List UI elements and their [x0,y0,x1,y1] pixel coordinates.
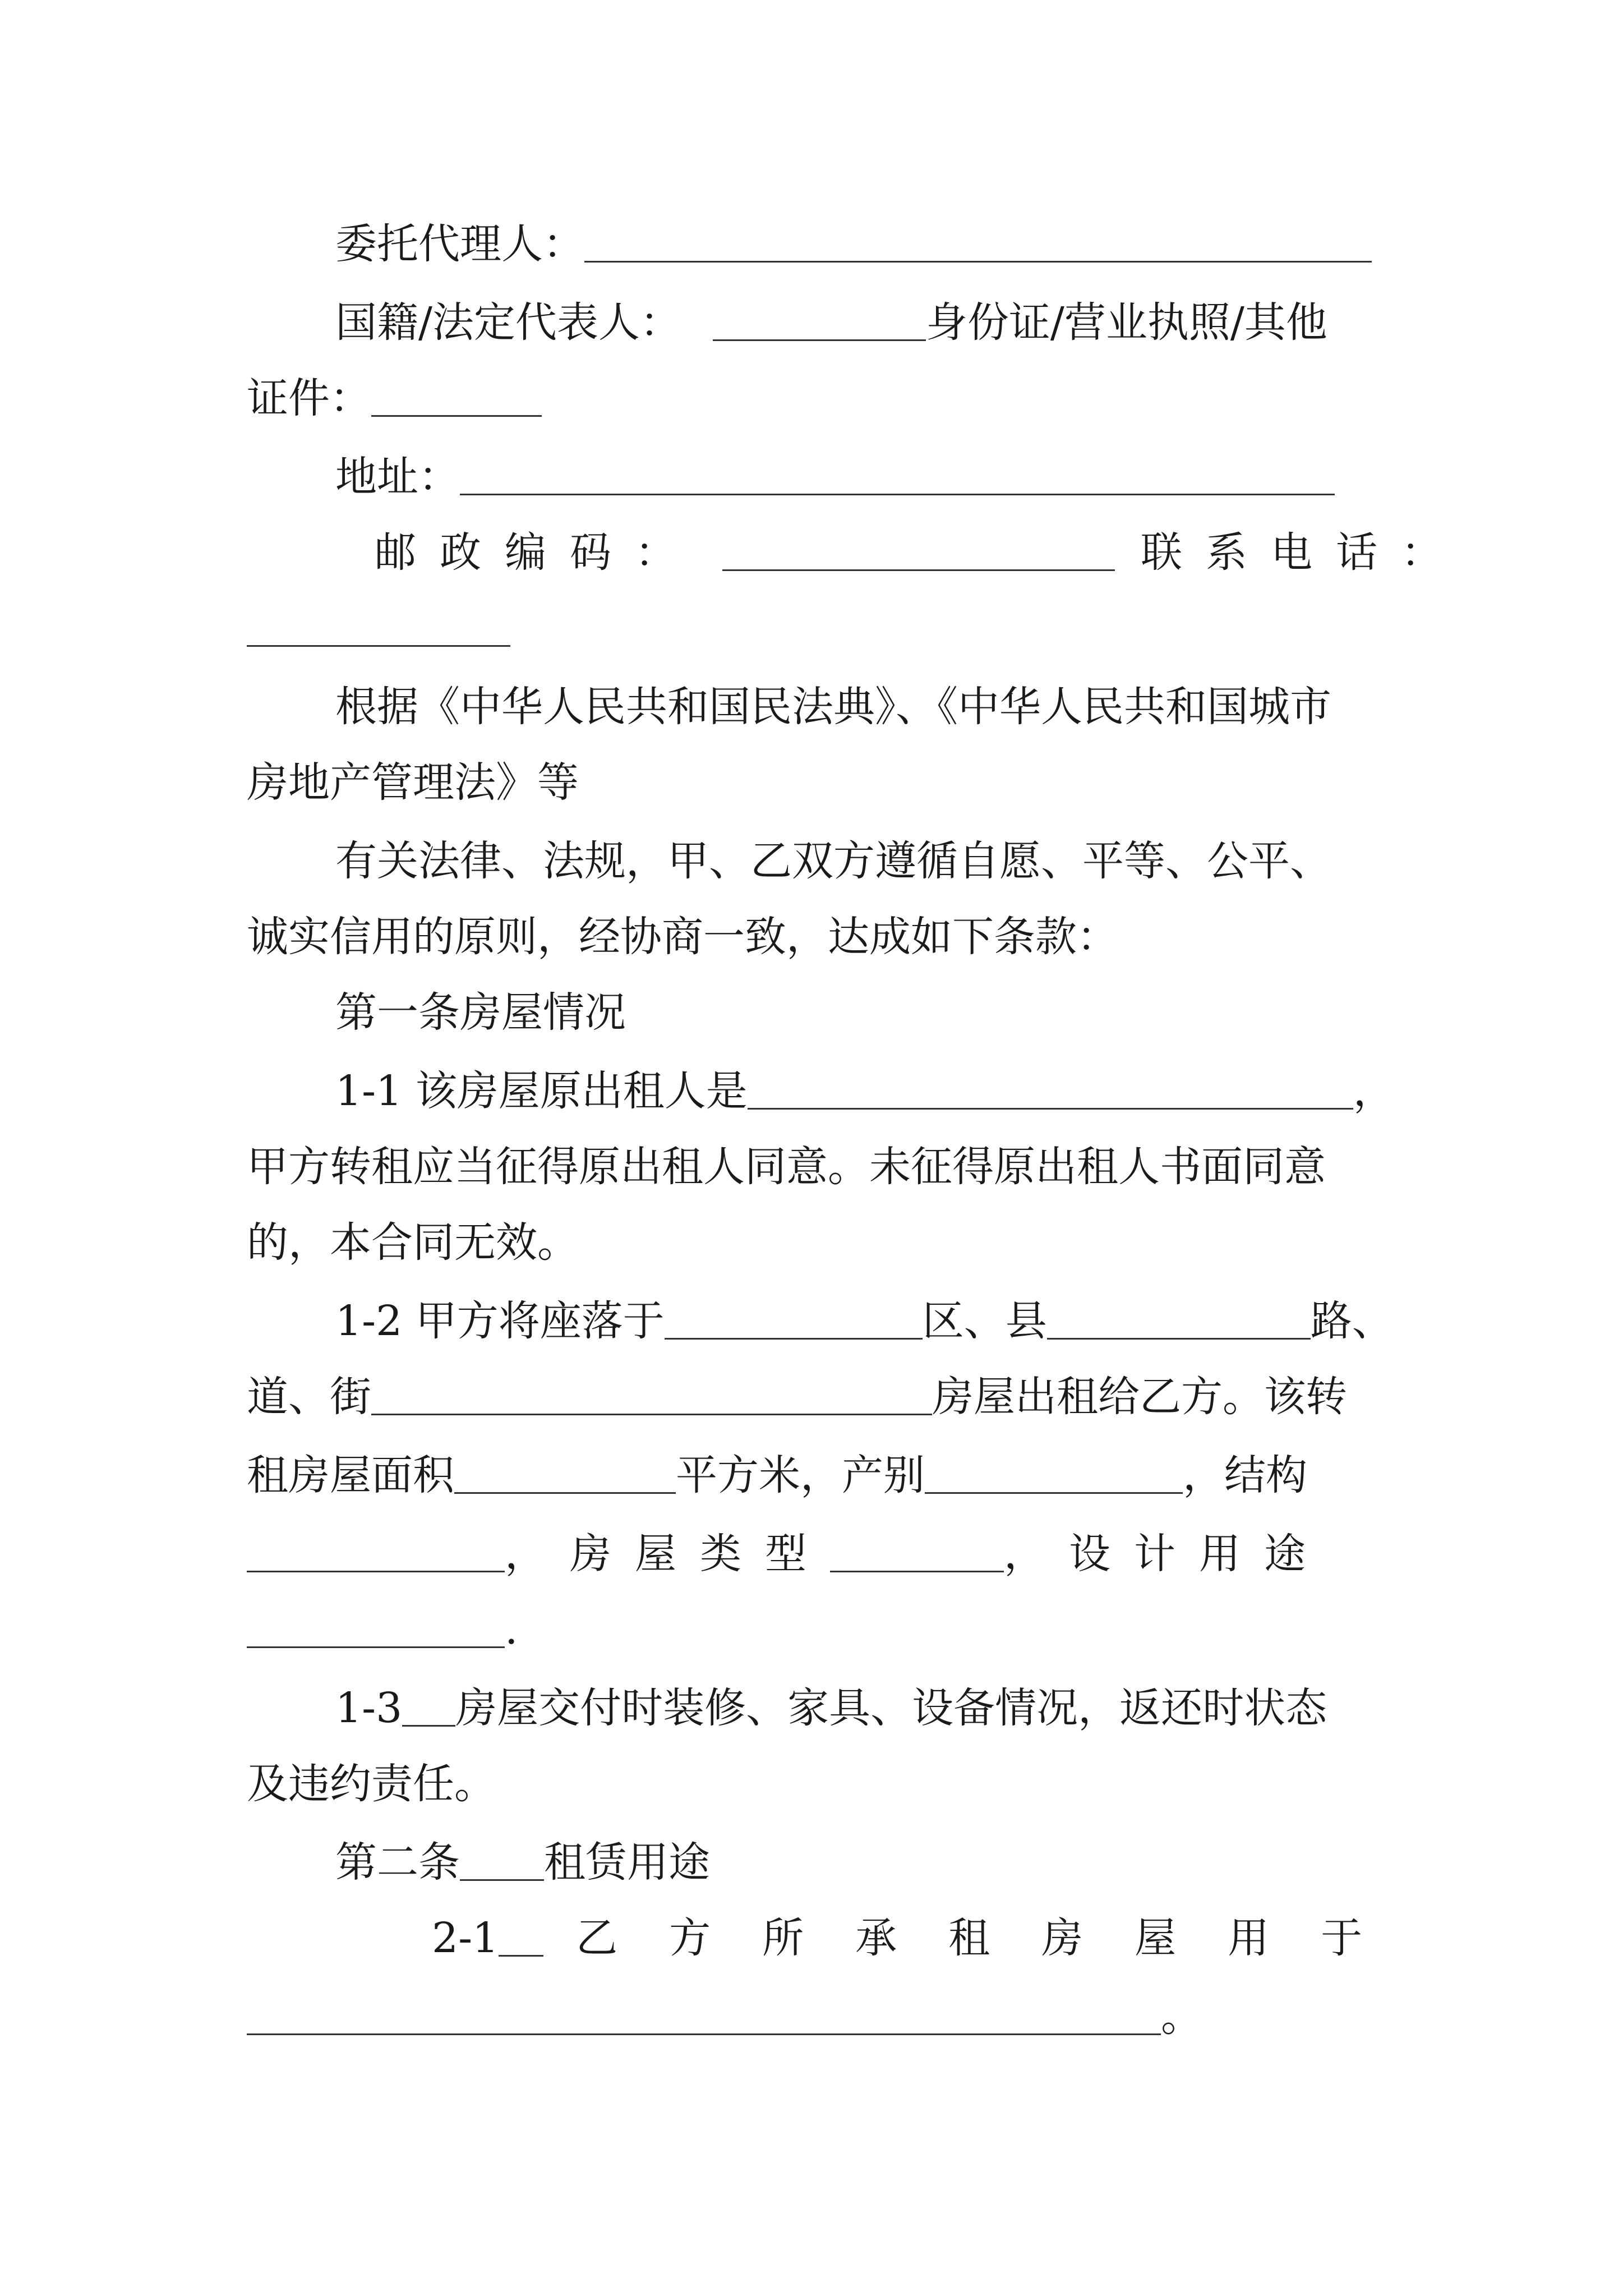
clause-2-1-line [432,1910,1414,1966]
area-blank[interactable] [454,1447,676,1494]
rent-to-label: 房屋出租给乙方。该转 [932,1373,1347,1421]
street-label: 道、街 [247,1373,371,1421]
nationality-label: 国籍/法定代表人： [335,298,681,347]
address-line [335,449,1335,505]
agent-blank[interactable] [584,216,1372,263]
structure-label: ，结构 [1183,1451,1307,1499]
area-label: 租房屋面积 [247,1451,454,1499]
basis-line-2: 房地产管理法》等 [247,758,579,807]
road-blank[interactable] [1047,1293,1311,1340]
postcode-blank[interactable] [722,524,1115,571]
original-lessor-blank[interactable] [748,1063,1353,1110]
clause-2-1-label: 2-1 [432,1914,499,1962]
sqm-label: 平方米，产别 [676,1451,925,1499]
clause-1-3-line [335,1680,1327,1736]
house-type-label: ，房屋类型 [505,1530,830,1578]
article-2-title: 租赁用途 [544,1838,710,1887]
rep-blank[interactable] [713,295,926,341]
street-blank[interactable] [371,1369,932,1415]
lease-use-blank[interactable] [247,1989,1161,2035]
clause-1-2-label: 1-2 甲方将座落于 [335,1297,665,1345]
clause-1-3-text: 房屋交付时装修、家具、设备情况，返还时状态 [455,1684,1327,1732]
id-label: 证件： [247,374,371,422]
clause-1-1-label: 1-1 该房屋原出租人是 [335,1067,748,1115]
structure-blank[interactable] [247,1526,505,1572]
article-1-title: 第一条房屋情况 [335,988,626,1037]
principle-line-1: 有关法律、法规，甲、乙双方遵循自愿、平等、公平、 [335,837,1331,885]
clause-1-3-line-2: 及违约责任。 [247,1760,496,1808]
design-use-label: ，设计用途 [1004,1530,1329,1578]
agent-line [335,216,1372,272]
clause-1-2-line-2 [247,1369,1347,1425]
article-2-line [335,1834,710,1890]
comma: ， [1353,1067,1395,1115]
house-type-blank[interactable] [830,1526,1004,1572]
clause-2-1-line-2 [247,1989,1202,2045]
clause-1-1-line-2: 甲方转租应当征得原出租人同意。未征得原出租人书面同意 [247,1143,1326,1191]
clause-1-3-label: 1-3 [335,1684,403,1732]
id-line [247,370,542,426]
clause-1-2-line-3 [247,1447,1307,1503]
phone-blank[interactable] [247,643,510,647]
id-blank[interactable] [371,370,542,417]
property-type-blank[interactable] [925,1447,1183,1494]
basis-line-1: 根据《中华人民共和国民法典》、《中华人民共和国城市 [335,683,1331,731]
road-label: 路、 [1310,1297,1394,1345]
district-label: 区、县 [922,1297,1047,1345]
postcode-label: 邮政编码： [375,528,700,577]
address-blank[interactable] [460,449,1335,495]
district-blank[interactable] [665,1293,923,1340]
clause-1-3-blank[interactable] [402,1680,455,1727]
nationality-line [335,295,1327,351]
clause-1-1-line [335,1063,1395,1119]
clause-2-1-text: 乙方所承租房屋用于 [576,1914,1414,1962]
clause-1-2-line [335,1293,1394,1349]
period: . [505,1605,518,1654]
end-mark: 。 [1161,1993,1202,2041]
clause-2-1-small-blank[interactable] [499,1910,543,1957]
clause-1-2-line-5 [247,1602,518,1658]
article-2-blank[interactable] [460,1834,544,1881]
clause-1-2-line-4 [247,1526,1329,1582]
agent-label: 委托代理人： [335,220,584,268]
phone-label: 联系电话： [1141,528,1466,577]
address-label: 地址： [335,453,460,501]
design-use-blank[interactable] [247,1602,505,1648]
article-2-label: 第二条 [335,1838,460,1887]
id-type-label: 身份证/营业执照/其他 [925,298,1327,347]
principle-line-2: 诚实信用的原则，经协商一致，达成如下条款： [247,913,1118,961]
clause-1-1-line-3: 的，本合同无效。 [247,1218,579,1267]
postcode-line [375,524,1466,581]
